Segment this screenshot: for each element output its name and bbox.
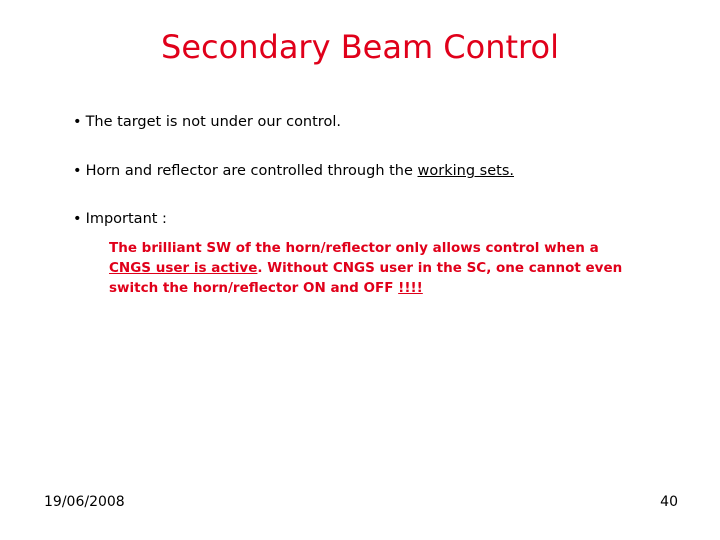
- bullet-important: [73, 211, 167, 227]
- footer-date: 19/06/2008: [44, 494, 125, 510]
- note-exclamation: !!!!: [398, 280, 423, 296]
- bullet-text: Important :: [85, 211, 167, 227]
- note-text-1: The brilliant SW of the horn/reflector only allows control when a: [109, 240, 599, 256]
- bullet-marker: •: [73, 163, 82, 179]
- important-note: [109, 238, 629, 298]
- note-underlined-text: CNGS user is active: [109, 260, 258, 276]
- note-text-2: . Without CNGS user in the SC, one cannot even switch the horn/reflector ON and OFF: [109, 260, 623, 296]
- bullet-horn-reflector: [73, 163, 514, 179]
- slide-title: Secondary Beam Control: [161, 28, 559, 66]
- bullet-text: The target is not under our control.: [85, 114, 341, 130]
- bullet-marker: •: [73, 211, 82, 227]
- page-number: 40: [660, 494, 678, 510]
- bullet-marker: •: [73, 114, 82, 130]
- bullet-text: Horn and reflector are controlled through the: [85, 163, 418, 179]
- working-sets-link[interactable]: working sets.: [417, 163, 514, 179]
- bullet-target: [73, 114, 341, 130]
